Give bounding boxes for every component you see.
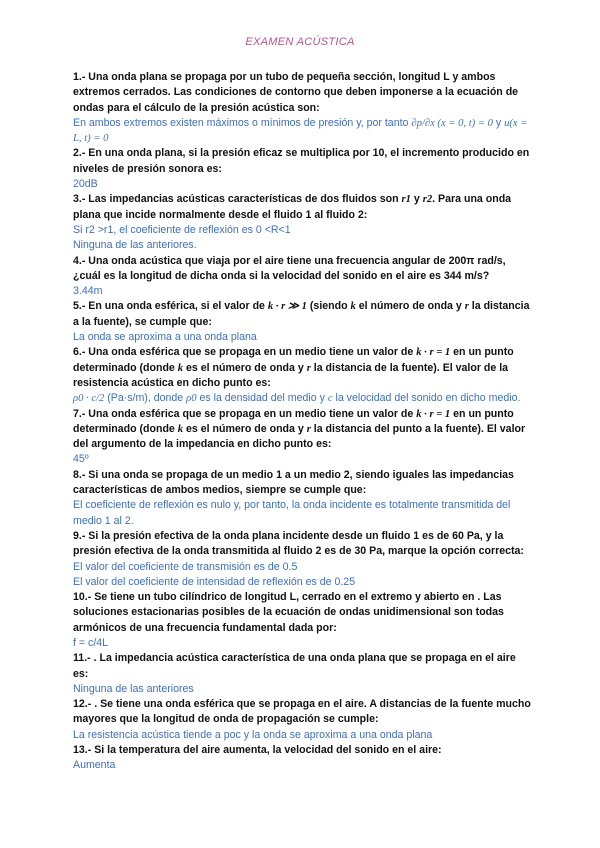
question-1: 1.- Una onda plana se propaga por un tubo de pequeña sección, longitud L y ambos extremos cerrados. Las condiciones de contorno que deben imponerse a la ecuación de ondas para el cálculo de la presión acústica son:: [73, 71, 519, 114]
question-4: 4.- Una onda acústica que viaja por el aire tiene una frecuencia angular de 200π rad/s, ¿cuál es la longitud de dicha onda si la velocidad del sonido en el aire es 344 m/s?: [73, 254, 506, 282]
exam-content: [73, 70, 533, 774]
question-5-math-k: k: [350, 301, 356, 313]
answer-9a: El valor del coeficiente de transmisión es de 0.5: [73, 560, 298, 573]
answer-6-math-b: ρ0: [186, 393, 197, 405]
question-5-text-b: (siendo: [306, 300, 351, 313]
answer-6-text-a: (Pa·s/m), donde: [104, 392, 187, 405]
question-12: 12.- . Se tiene una onda esférica que se propaga en el aire. A distancias de la fuente mucho mayores que la longitud de onda de propagación se cumple:: [73, 698, 531, 726]
question-7-text-b: en un punto determinado (donde: [73, 407, 514, 435]
question-6-text-b: en un punto determinado (donde: [73, 346, 514, 374]
question-5-text-a: 5.- En una onda esférica, si el valor de: [73, 300, 268, 313]
answer-6-text-b: es la densidad del medio y: [196, 392, 328, 405]
answer-12: La resistencia acústica tiende a poc y la onda se aproxima a una onda plana: [73, 728, 433, 741]
question-3: [73, 192, 533, 223]
question-3-text-a: 3.- Las impedancias acústicas características de dos fluidos son: [73, 193, 402, 206]
question-6-text-a: 6.- Una onda esférica que se propaga en un medio tiene un valor de: [73, 346, 417, 359]
question-6-text-c: es el número de onda y: [183, 361, 307, 374]
answer-3b: Ninguna de las anteriores.: [73, 239, 197, 252]
question-7-math-a: k · r = 1: [416, 408, 451, 420]
question-5-math-r: r: [464, 301, 469, 313]
answer-1-text-b: y: [492, 116, 505, 129]
question-6: [73, 345, 533, 391]
question-7: [73, 407, 533, 453]
answer-2: 20dB: [73, 178, 98, 191]
question-5: [73, 299, 533, 330]
question-8: 8.- Si una onda se propaga de un medio 1 a un medio 2, siendo iguales las impedancias características de ambos medios, siempre se cumple que:: [73, 468, 514, 497]
answer-7: 45º: [73, 453, 89, 466]
answer-1-text-a: En ambos extremos existen máximos o mínimos de presión y, por tanto: [73, 116, 412, 129]
question-6-math-r: r: [306, 362, 311, 374]
answer-6-text-c: la velocidad del sonido en dicho medio.: [332, 392, 521, 405]
question-3-r2: r2: [422, 194, 433, 206]
question-3-text-b: y: [410, 193, 423, 206]
answer-5: La onda se aproxima a una onda plana: [73, 331, 257, 344]
question-5-text-c: el número de onda y: [355, 300, 465, 313]
answer-6-math-a: ρ0 · c/2: [73, 393, 105, 405]
answer-3a: Si r2 >r1, el coeficiente de reflexión es 0 <R<1: [73, 223, 291, 236]
question-9: 9.- Si la presión efectiva de la onda plana incidente desde un fluido 1 es de 60 Pa, y la presión efectiva de la onda transmitida al fluido 2 es de 30 Pa, marque la opción correcta:: [73, 529, 524, 558]
question-7-math-k: k: [177, 423, 184, 435]
answer-6-math-c: c: [327, 393, 333, 405]
answer-10: f = c/4L: [73, 636, 109, 649]
question-3-r1: r1: [401, 194, 411, 206]
question-7-text-a: 7.- Una onda esférica que se propaga en un medio tiene un valor de: [73, 407, 417, 420]
question-5-math-a: k · r ≫ 1: [267, 301, 307, 313]
question-5-text-d: la distancia a la fuente), se cumple que:: [73, 300, 530, 328]
answer-1-math-b: u(x = L, t) = 0: [73, 117, 528, 145]
answer-4: 3.44m: [73, 285, 103, 298]
question-7-math-r: r: [306, 423, 311, 435]
answer-1: [73, 116, 533, 147]
question-3-text-c: . Para una onda plana que incide normalmente desde el fluido 1 al fluido 2:: [73, 193, 512, 221]
question-7-text-c: es el número de onda y: [183, 422, 307, 435]
question-6-math-k: k: [177, 362, 184, 374]
question-10: 10.- Se tiene un tubo cilíndrico de longitud L, cerrado en el extremo y abierto en . Las soluciones estacionarias posibles de la ecuación de ondas unidimensional son todas armónicos de una frecuencia fundamental dada por:: [73, 591, 504, 634]
question-2: 2.- En una onda plana, si la presión eficaz se multiplica por 10, el incremento producido en niveles de presión sonora es:: [73, 147, 530, 175]
answer-11: Ninguna de las anteriores: [73, 682, 194, 695]
question-6-text-d: la distancia de la fuente). El valor de la resistencia acústica en dicho punto es:: [73, 361, 509, 389]
page-title: EXAMEN ACÚSTICA: [245, 36, 355, 48]
answer-9b: El valor del coeficiente de intensidad de reflexión es de 0.25: [73, 575, 356, 588]
question-11: 11.- . La impedancia acústica característica de una onda plana que se propaga en el aire es:: [73, 652, 516, 680]
answer-1-math-a: ∂p/∂x (x = 0, t) = 0: [411, 117, 493, 129]
answer-13: Aumenta: [73, 759, 116, 772]
answer-6: [73, 391, 533, 406]
question-7-text-d: la distancia del punto a la fuente). El valor del argumento de la impedancia en dicho punto es:: [73, 422, 526, 451]
answer-8: El coeficiente de reflexión es nulo y, por tanto, la onda incidente es totalmente transmitida del medio 1 al 2.: [73, 499, 511, 527]
question-6-math-a: k · r = 1: [416, 347, 451, 359]
question-13: 13.- Si la temperatura del aire aumenta, la velocidad del sonido en el aire:: [73, 744, 442, 757]
